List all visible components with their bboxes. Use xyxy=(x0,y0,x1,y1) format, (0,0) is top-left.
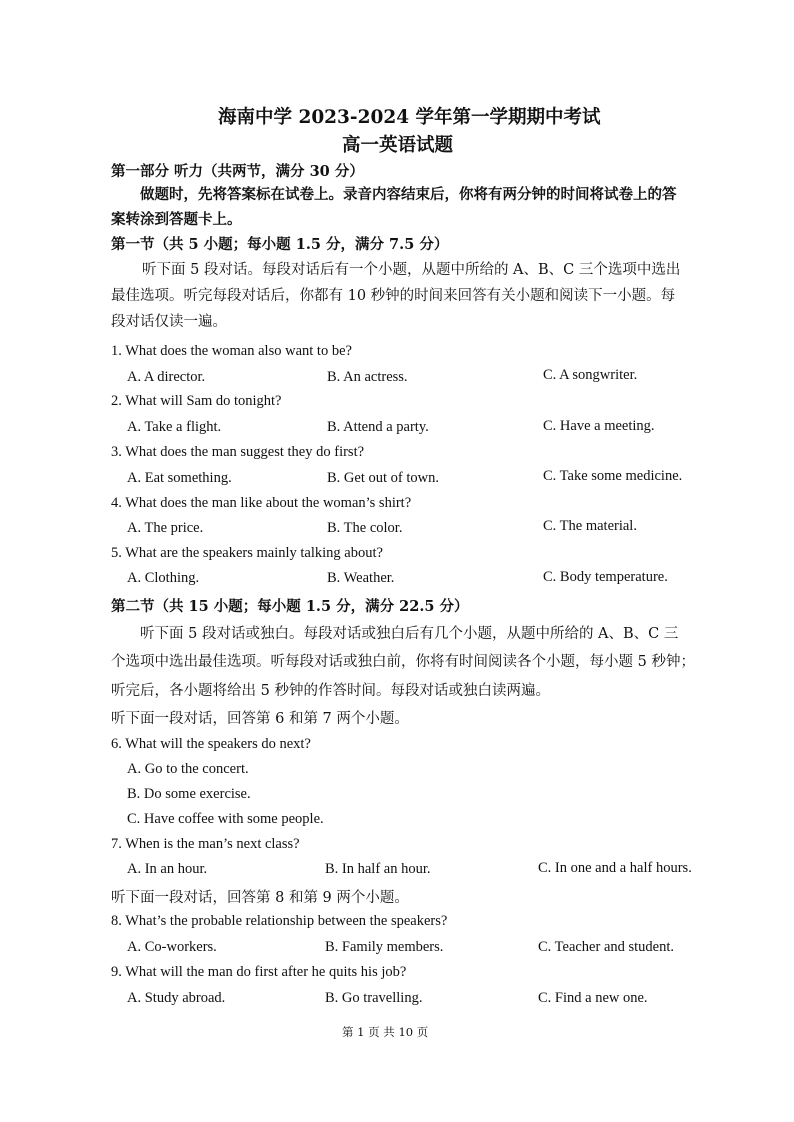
option-c: C. Have coffee with some people. xyxy=(127,811,324,827)
section1-directions-line2: 最佳选项。听完每段对话后，你都有 10 秒钟的时间来回答有关小题和阅读下一小题。每 xyxy=(111,288,676,304)
section2-directions-line1: 听下面 5 段对话或独白。每段对话或独白后有几个小题，从题中所给的 A、B、C 三 xyxy=(140,626,679,642)
section1-directions-line1: 听下面 5 段对话。每段对话后有一个小题，从题中所给的 A、B、C 三个选项中选出 xyxy=(142,262,681,278)
section2-directions-line2: 个选项中选出最佳选项。听每段对话或独白前，你将有时间阅读各个小题，每小题 5 秒钟； xyxy=(111,654,695,670)
option-a: A. Clothing. xyxy=(127,570,200,586)
option-a: A. Eat something. xyxy=(127,470,232,486)
option-b: B. Weather. xyxy=(327,570,395,586)
part1-instruction-line1: 做题时，先将答案标在试卷上。录音内容结束后，你将有两分钟的时间将试卷上的答 xyxy=(140,186,677,203)
exam-subtitle: 高一英语试题 xyxy=(342,135,454,156)
option-a: A. In an hour. xyxy=(127,861,208,877)
option-c: C. In one and a half hours. xyxy=(538,860,692,876)
question-stem: 2. What will Sam do tonight? xyxy=(111,393,282,409)
option-b: B. Family members. xyxy=(325,939,444,955)
section1-heading: 第一节（共 5 小题；每小题 1.5 分，满分 7.5 分） xyxy=(111,236,449,253)
option-c: C. Take some medicine. xyxy=(543,468,683,484)
option-a: A. Co-workers. xyxy=(127,939,217,955)
question-stem: 6. What will the speakers do next? xyxy=(111,736,311,752)
option-a: A. Go to the concert. xyxy=(127,761,249,777)
prompt-questions-8-9: 听下面一段对话，回答第 8 和第 9 两个小题。 xyxy=(111,890,409,906)
part1-instruction-line2: 案转涂到答题卡上。 xyxy=(111,211,242,228)
option-b: B. An actress. xyxy=(327,369,408,385)
section2-directions-line3: 听完后，各小题将给出 5 秒钟的作答时间。每段对话或独白读两遍。 xyxy=(111,683,550,699)
question-stem: 1. What does the woman also want to be? xyxy=(111,343,352,359)
option-a: A. Study abroad. xyxy=(127,990,226,1006)
option-b: B. The color. xyxy=(327,520,403,536)
option-c: C. Find a new one. xyxy=(538,990,648,1006)
exam-title: 海南中学 2023-2024 学年第一学期期中考试 xyxy=(218,107,601,128)
part1-heading: 第一部分 听力（共两节，满分 30 分） xyxy=(111,163,364,180)
question-stem: 5. What are the speakers mainly talking about? xyxy=(111,545,383,561)
option-a: A. A director. xyxy=(127,369,206,385)
question-stem: 9. What will the man do first after he quits his job? xyxy=(111,964,407,980)
option-c: C. Body temperature. xyxy=(543,569,668,585)
option-c: C. Teacher and student. xyxy=(538,939,675,955)
prompt-questions-6-7: 听下面一段对话，回答第 6 和第 7 两个小题。 xyxy=(111,711,409,727)
option-c: C. The material. xyxy=(543,518,637,534)
page-number: 第 1 页 共 10 页 xyxy=(342,1025,429,1039)
section2-heading: 第二节（共 15 小题；每小题 1.5 分，满分 22.5 分） xyxy=(111,598,469,615)
option-b: B. In half an hour. xyxy=(325,861,431,877)
option-b: B. Attend a party. xyxy=(327,419,429,435)
option-a: A. Take a flight. xyxy=(127,419,222,435)
option-b: B. Do some exercise. xyxy=(127,786,251,802)
option-c: C. Have a meeting. xyxy=(543,418,655,434)
question-stem: 3. What does the man suggest they do first? xyxy=(111,444,365,460)
option-b: B. Get out of town. xyxy=(327,470,439,486)
question-stem: 8. What’s the probable relationship between the speakers? xyxy=(111,913,448,929)
option-c: C. A songwriter. xyxy=(543,367,638,383)
question-stem: 4. What does the man like about the woman’s shirt? xyxy=(111,495,412,511)
question-stem: 7. When is the man’s next class? xyxy=(111,836,300,852)
section1-directions-line3: 段对话仅读一遍。 xyxy=(111,314,227,330)
option-a: A. The price. xyxy=(127,520,204,536)
option-b: B. Go travelling. xyxy=(325,990,423,1006)
